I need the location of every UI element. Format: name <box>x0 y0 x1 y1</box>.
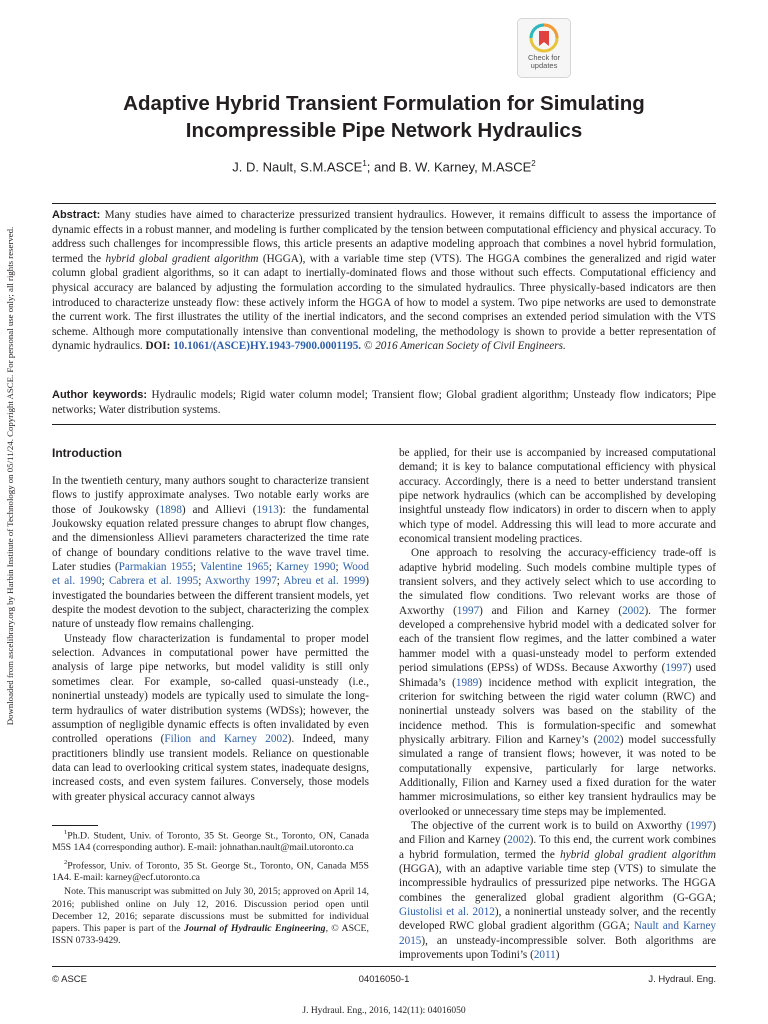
text-run: In the twentieth century, many authors sought to characterize transient flows to justify approximate analyses. Two notable early works are those of Joukowsky ( <box>52 475 369 516</box>
text-run: ): the fundamental Joukowsky equation related pressure changes to abrupt flow changes, and the dimensionless Allievi parameters characterized the time rate of change of boundary conditions relative to the wave travel time. Later studies ( <box>52 503 369 574</box>
text-run: Note. This manuscript was submitted on July 30, 2015; approved on April 14, 2016; published online on July 12, 2016. Discussion period open until December 12, 2016; separate discussions must be submitted for individual papers. This paper is part of the <box>52 886 369 934</box>
text-run: ) used Shimada’s ( <box>399 662 716 689</box>
author-separator: ; and B. W. Karney, M.ASCE <box>366 159 532 175</box>
text-run: ). Indeed, many practitioners blindly use transient models. Reliance on questionable data can lead to overlooking critical system states, inadequate designs, increased costs, and even system failures. Conversely, those models with greater physical accuracy cannot always <box>52 733 369 803</box>
text-run: ) investigated the boundaries between the different transient models, yet despite the modest devotion to the subject, characterizing the complex nature of unsteady flow remains challenging. <box>52 575 369 631</box>
reference-link[interactable]: 1997 <box>456 604 480 617</box>
text-run: ) and Filion and Karney ( <box>479 604 623 617</box>
badge-label <box>518 54 570 70</box>
reference-link[interactable]: 1913 <box>256 503 279 516</box>
title-line-2: Incompressible Pipe Network Hydraulics <box>185 119 583 142</box>
doi-label: DOI: <box>145 340 171 353</box>
text-run: The objective of the current work is to build on Axworthy ( <box>411 819 690 832</box>
footnote-text: Professor, Univ. of Toronto, 35 St. George St., Toronto, ON, Canada M5S 1A4. E-mail: karney@ecf.utoronto.ca <box>52 859 369 884</box>
text-run: ). The former developed a comprehensive hybrid model with a dedicated solver for each of the transient flow regimes, and the latter combined a water hammer model with a quasi-unsteady model to perform extended period simulations (EPSs) of WDSs. Because Axworthy ( <box>399 604 716 675</box>
text-run: ; <box>101 575 109 588</box>
footnote-rule <box>52 825 98 826</box>
footnote-1 <box>52 827 369 855</box>
doi-link[interactable]: 10.1061/(ASCE)HY.1943-7900.0001195. <box>173 340 362 353</box>
keywords-text: Hydraulic models; Rigid water column model; Transient flow; Global gradient algorithm; Unsteady flow indicators; Pipe networks; Water distribution systems. <box>52 389 716 416</box>
reference-link[interactable]: Valentine 1965 <box>200 561 269 574</box>
author-1-affiliation-mark: 1 <box>362 159 367 168</box>
reference-link[interactable]: Abreu et al. 1999 <box>283 575 366 588</box>
reference-link[interactable]: Nault and Karney 2015 <box>399 920 717 947</box>
citation-line: J. Hydraul. Eng., 2016, 142(11): 04016050 <box>302 1006 466 1016</box>
reference-link[interactable]: Parmakian 1955 <box>118 561 194 574</box>
page-number: 04016050-1 <box>358 974 410 985</box>
body-paragraph <box>399 819 716 962</box>
footnote-text: Ph.D. Student, Univ. of Toronto, 35 St. George St., Toronto, ON, Canada M5S 1A4 (corresponding author). E-mail: johnathan.nault@mail.utoronto.ca <box>52 830 369 854</box>
reference-link[interactable]: Karney 1990 <box>276 561 336 574</box>
paper-title <box>40 90 728 144</box>
text-run: ) incidence method with explicit integration, the criterion for switching between the rigid water column (RWC) and noninertial unsteady solvers was based on the stability of the incidence method. This is formulation-specific and somewhat physically arbitrary. Filion and Karney’s ( <box>399 676 717 746</box>
footnote-2 <box>52 857 369 885</box>
footer-journal: J. Hydraul. Eng. <box>648 974 716 985</box>
text-run: , © ASCE, ISSN 0733-9429. <box>52 922 369 947</box>
text-run: ) <box>555 949 560 962</box>
reference-link[interactable]: Filion and Karney 2002 <box>164 733 288 746</box>
reference-link[interactable]: 2002 <box>622 604 645 617</box>
abstract-copyright: © 2016 American Society of Civil Engineers. <box>361 340 566 353</box>
left-column <box>52 474 369 804</box>
abstract <box>52 208 716 354</box>
text-run: Unsteady flow characterization is fundamental to proper model selection. Advances in computational power have permitted the analysis of large pipe networks, but model validity is still only sometimes clear. For example, so-called quasi-unsteady (i.e., noninertial unsteady) models are typically used to simulate the long-term hydraulics of water distribution systems (WDSs); however, the assumption of negligible dynamic effects is often invalidated by even controlled operations ( <box>52 632 369 746</box>
badge-line-2: updates <box>530 61 558 70</box>
footer-publisher: © ASCE <box>52 974 87 985</box>
emphasis: hybrid global gradient algorithm <box>560 848 716 861</box>
journal-name: Journal of Hydraulic Engineering <box>183 922 326 934</box>
reference-link[interactable]: 1898 <box>159 503 182 516</box>
text-run: ) and Allievi ( <box>181 503 257 516</box>
author-list <box>40 159 728 174</box>
abstract-top-rule <box>52 203 716 204</box>
reference-link[interactable]: 1997 <box>689 819 713 832</box>
text-run: ; <box>268 561 277 574</box>
text-run: ; <box>198 575 205 588</box>
text-run: ), an unsteady-incompressible solver. Both algorithms are improvements upon Todini’s ( <box>399 934 716 962</box>
footnote-mark: 2 <box>64 858 68 866</box>
reference-link[interactable]: 1997 <box>665 662 688 675</box>
title-line-1: Adaptive Hybrid Transient Formulation for Simulating <box>123 92 645 115</box>
reference-link[interactable]: 1989 <box>455 676 479 689</box>
footnote-mark: 1 <box>64 829 68 836</box>
abstract-text-2: (HGGA), with a variable time step (VTS). The HGGA combines the generalized and rigid water column global gradient algorithms, so it can adapt to inertially-dominated flows and those without such effects. Computational efficiency and physical accuracy are balanced by adjusting the formulation according to the simulated hydraulics. Three physically-based indicators are then introduced to characterize unsteady flow: these actively inform the HGGA of how to model a system. Two pipe networks are used to demonstrate the current work. The first illustrates the utility of the inertial indicators, and the second comprises an extended period simulation with the VTS scheme. Although more computationally intensive than conventional modeling, the methodology is shown to provide a better representation of dynamic hydraulics. <box>52 252 716 353</box>
intro-paragraph-2 <box>52 632 369 804</box>
text-run: ), a noninertial unsteady solver, and the recently developed RWC global gradient algorithm (GGA; <box>399 906 716 933</box>
check-for-updates-badge[interactable] <box>517 18 571 78</box>
section-heading-introduction: Introduction <box>52 446 122 460</box>
reference-link[interactable]: 2002 <box>597 733 620 746</box>
badge-line-1: Check for <box>527 53 561 62</box>
reference-link[interactable]: 2002 <box>507 834 530 847</box>
submission-note <box>52 886 369 947</box>
author-keywords <box>52 388 716 417</box>
body-paragraph <box>399 546 716 819</box>
reference-link[interactable]: Giustolisi et al. 2012 <box>399 906 495 918</box>
right-column <box>399 446 716 962</box>
abstract-text-1: Many studies have aimed to characterize pressurized transient hydraulics. However, it remains difficult to assess the importance of dynamic effects in a robust manner, and modeling is further complicated by the tension between computational efficiency and physical accuracy. To address such challenges for incompressible flows, this article presents an adaptive modeling approach that combines a novel hybrid formulation, termed the <box>52 209 716 265</box>
author-2-affiliation-mark: 2 <box>531 159 536 168</box>
footnotes <box>52 827 369 947</box>
text-run: ; <box>335 561 343 574</box>
reference-link[interactable]: 2011 <box>533 949 556 962</box>
text-run: ; <box>276 575 284 588</box>
keywords-label: Author keywords: <box>52 389 148 401</box>
body-paragraph: be applied, for their use is accompanied by increased computational demand; it is key to balance computational efficiency with physical accuracy. Accordingly, there is a need to better understand transient pipe network hydraulics (which can be accomplished by developing insightful unsteady flow indicators) in order to discern when to apply which type of model. Addressing this will lead to more accurate and economical transient modeling practices. <box>399 447 716 546</box>
text-run: ; <box>193 561 201 574</box>
reference-link[interactable]: Axworthy 1997 <box>204 575 277 588</box>
abstract-emphasis: hybrid global gradient algorithm <box>105 252 259 265</box>
text-run: (HGGA), with an adaptive variable time step (VTS) to simulate the incompressible hydraulics of pressurized pipe networks. The HGGA combines the generalized global gradient algorithm (G-GGA; <box>399 862 716 904</box>
author-1: J. D. Nault, S.M.ASCE <box>232 159 363 175</box>
text-run: ) model successfully simulated a range of transient flows; however, it was noted to be computationally expensive, particularly for large networks. Additionally, Filion and Karney used a fixed duration for the water hammer microsimulations, so either key transient hydraulics may be overlooked or unnecessary time steps may be implemented. <box>399 733 716 818</box>
reference-link[interactable]: Cabrera et al. 1995 <box>108 575 199 588</box>
abstract-label: Abstract: <box>52 209 101 221</box>
download-notice: Downloaded from ascelibrary.org by Harbin Institute of Technology on 05/11/24. Copyright ASCE. For personal use only; all rights reserved. <box>5 226 15 726</box>
text-run: ) and Filion and Karney ( <box>399 819 716 847</box>
bookmark-ribbon-icon <box>529 23 559 53</box>
text-run: ). To this end, the current work combines a hybrid formulation, termed the <box>399 834 716 861</box>
reference-link[interactable]: Wood et al. 1990 <box>52 561 370 588</box>
keywords-bottom-rule <box>52 424 716 425</box>
intro-paragraph-1 <box>52 474 369 632</box>
footer-rule <box>52 966 716 967</box>
text-run: One approach to resolving the accuracy-efficiency trade-off is adaptive hybrid modeling. Such models combine multiple types of transient solvers, and they actively select which to use according to the simulated flow conditions. Two relevant works are those of Axworthy ( <box>399 547 716 617</box>
